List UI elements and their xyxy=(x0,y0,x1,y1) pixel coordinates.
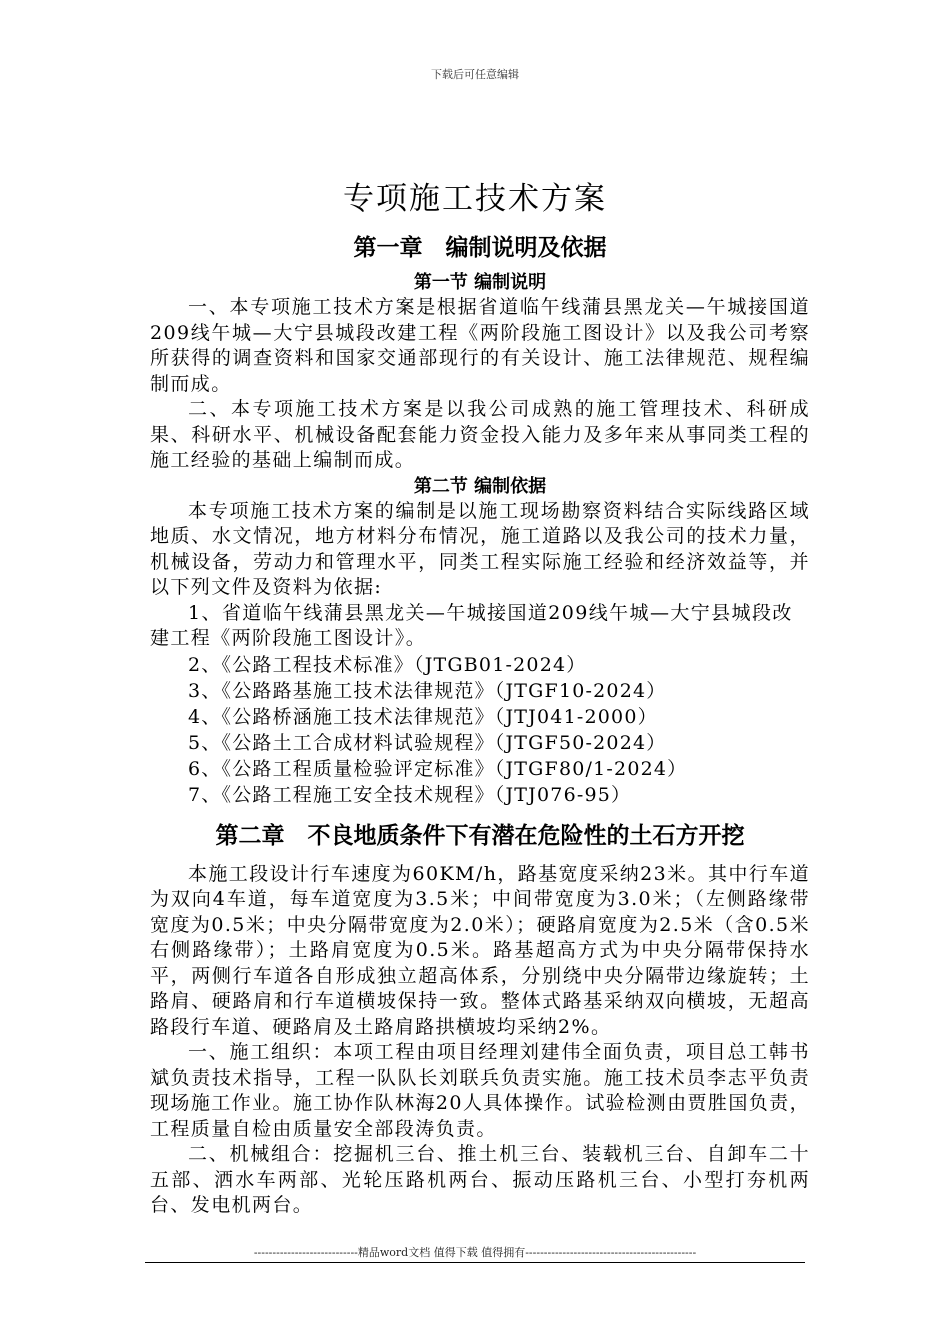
section-1-paragraph-1: 一、本专项施工技术方案是根据省道临午线蒲县黑龙关—午城接国道209线午城—大宁县城段改建工程《两阶段施工图设计》以及我公司考察所获得的调查资料和国家交通部现行的有关设计、施工法律规范、规程编制而成。 xyxy=(150,296,810,395)
chapter-2-paragraph-3: 二、机械组合：挖掘机三台、推土机三台、装载机三台、自卸车二十五部、洒水车两部、光轮压路机两台、振动压路机三台、小型打夯机两台、发电机两台。 xyxy=(150,1143,810,1216)
section-1-heading: 第一节 编制说明 xyxy=(413,272,547,293)
chapter-2-paragraph-1: 本施工段设计行车速度为60KM/h，路基宽度采纳23米。其中行车道为双向4车道，每车道宽度为3.5米；中间带宽度为3.0米；（左侧路缘带宽度为0.5米；中央分隔带宽度为2.0米）；硬路肩宽度为2.5米（含0.5米右侧路缘带）；土路肩宽度为0.5米。路基超高方式为中央分隔带保持水平，两侧行车道各自形成独立超高体系，分别绕中央分隔带边缘旋转；土路肩、硬路肩和行车道横坡保持一致。整体式路基采纳双向横坡，无超高路段行车道、硬路肩及土路肩路拱横坡均采纳2%。 xyxy=(150,862,810,1038)
section-2-intro: 本专项施工技术方案的编制是以施工现场勘察资料结合实际线路区域地质、水文情况，地方材料分布情况，施工道路以及我公司的技术力量，机械设备，劳动力和管理水平，同类工程实际施工经验和经济效益等，并以下列文件及资料为依据: xyxy=(150,499,810,598)
basis-item-1: 1、省道临午线蒲县黑龙关—午城接国道209线午城—大宁县城段改建工程《两阶段施工图设计》。 xyxy=(150,601,793,649)
basis-item-2: 2、《公路工程技术标准》（JTGB01-2024） xyxy=(188,653,587,676)
section-1-paragraph-2: 二、本专项施工技术方案是以我公司成熟的施工管理技术、科研成果、科研水平、机械设备配套能力资金投入能力及多年来从事同类工程的施工经验的基础上编制而成。 xyxy=(150,398,810,471)
chapter-1-heading: 第一章 编制说明及依据 xyxy=(353,234,607,261)
document-title: 专项施工技术方案 xyxy=(343,180,607,217)
basis-item-4: 4、《公路桥涵施工技术法律规范》（JTJ041-2000） xyxy=(188,705,658,728)
header-note: 下载后可任意编辑 xyxy=(431,68,519,81)
basis-item-3: 3、《公路路基施工技术法律规范》（JTGF10-2024） xyxy=(188,679,667,702)
chapter-2-heading: 第二章 不良地质条件下有潜在危险性的土石方开挖 xyxy=(215,821,745,849)
document-body xyxy=(150,230,810,1219)
basis-item-5: 5、《公路土工合成材料试验规程》（JTGF50-2024） xyxy=(188,731,667,754)
footer-divider xyxy=(145,1262,805,1263)
basis-item-7: 7、《公路工程施工安全技术规程》（JTJ076-95） xyxy=(188,783,632,806)
chapter-2-paragraph-2: 一、施工组织：本项工程由项目经理刘建伟全面负责，项目总工韩书斌负责技术指导，工程一队队长刘联兵负责实施。施工技术员李志平负责现场施工作业。施工协作队林海20人具体操作。试验检测由贾胜国负责，工程质量自检由质量安全部段涛负责。 xyxy=(150,1041,810,1140)
footer-note: ----------------------------精品word文档 值得下载 值得拥有---------------------------------------------- xyxy=(253,1246,697,1259)
basis-item-6: 6、《公路工程质量检验评定标准》（JTGF80/1-2024） xyxy=(188,757,688,780)
section-2-heading: 第二节 编制依据 xyxy=(413,475,547,497)
